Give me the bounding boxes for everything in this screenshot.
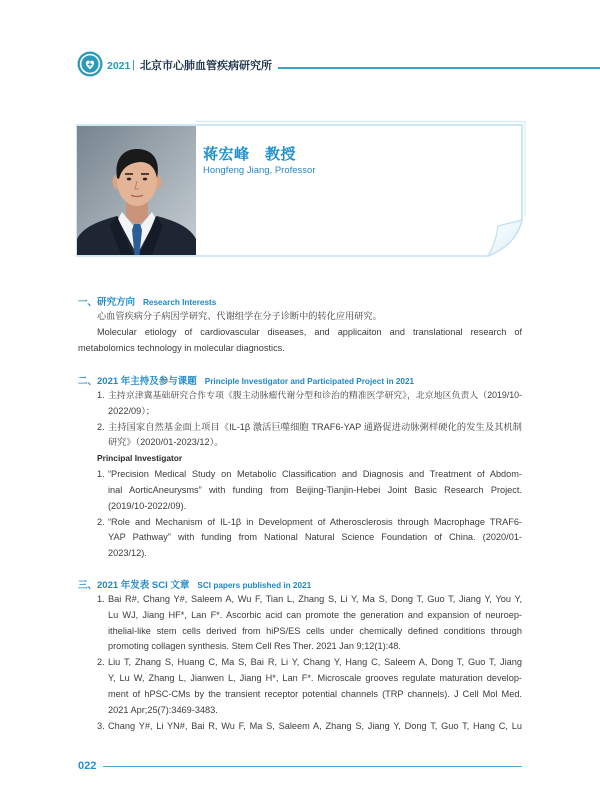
item-line: YAP Pathway” with funding from National Natural Science Foundation of China. (2020/01- [108,532,522,543]
institute-logo [77,51,103,77]
item-line: promoting collagen synthesis. Stem Cell Res Ther. 2021 Jan 9;12(1):48. [108,641,401,652]
section-heading-zh: 三、2021 年发表 SCI 文章 [78,580,190,591]
item-number: 1. [97,593,105,604]
footer-rule [103,766,522,767]
papers-heading [78,576,522,592]
research-interests-heading [78,293,522,309]
item-line: Lu WJ, Jiang HF*, Lan F*. Ascorbic acid can promote the generation and expansion of neuroep- [108,609,522,620]
research-interests-zh-text: 心血管疾病分子病因学研究、代谢组学在分子诊断中的转化应用研究。 [97,310,382,321]
research-interests-section [78,293,522,356]
project-item-zh-2 [78,420,522,452]
profile-name-zh: 蒋宏峰 教授 [203,146,297,163]
portrait-photo [77,126,196,255]
item-line: (2019/10-2022/09). [108,500,187,511]
item-line: 主持国家自然基金面上项目《IL-1β 激活巨噬细胞 TRAF6-YAP 通路促进动脉粥样硬化的发生及其机制 [108,421,522,432]
project-item-en-1 [78,467,522,515]
header-year: 2021 [107,60,131,72]
page-number: 022 [78,760,97,772]
section-heading-en: SCI papers published in 2021 [197,581,312,590]
section-heading-en: Principle Investigator and Participated Project in 2021 [204,377,415,386]
item-number: 2. [97,657,105,668]
section-heading-en: Research Interests [143,298,217,307]
item-line: “Role and Mechanism of IL-1β in Development of Atherosclerosis through Macrophage TRAF6- [108,516,522,527]
item-line: inal AorticAneurysms” with funding from Beijing-Tianjin-Hebei Joint Basic Research Project. [108,484,522,495]
project-item-zh-1 [78,388,522,420]
profile-name-en: Hongfeng Jiang, Professor [203,165,316,176]
item-number: 1. [97,469,105,480]
principal-investigator-subheading: Principal Investigator [97,453,183,464]
projects-section [78,372,522,562]
item-number: 3. [97,720,105,731]
project-item-en-2 [78,515,522,563]
header-separator: | [132,59,135,71]
item-number: 1. [97,389,105,400]
item-number: 2. [97,421,105,432]
item-number: 2. [97,516,105,527]
header-rule [278,67,600,69]
section-heading-zh: 一、研究方向 [78,297,136,308]
papers-section [78,576,522,734]
item-line: Liu T, Zhang S, Huang C, Ma S, Bai R, Li Y, Chang Y, Hang C, Saleem A, Dong T, Guo T, Jiang [108,657,522,668]
projects-heading [78,372,522,388]
paper-item-1 [78,592,522,655]
item-line: ithelial-like stem cells derived from hiPS/ES cells under chemically defined conditions through [108,625,522,636]
section-heading-zh: 二、2021 年主持及参与课题 [78,376,197,387]
item-line: 2022/09）； [108,405,155,416]
item-line: Y, Lu W, Zhang L, Jianwen L, Jiang H*, Lan F*. Microscale grooves regulate maturation develop- [108,673,522,684]
item-line: 2023/12). [108,548,147,559]
item-line: Bai R#, Chang Y#, Saleem A, Wu F, Tian L, Zhang S, Li Y, Ma S, Dong T, Guo T, Jiang Y, You Y, [108,593,522,604]
item-line: “Precision Medical Study on Metabolic Classification and Diagnosis and Treatment of Abdom- [108,469,522,480]
research-interests-en-line: metabolomics technology in molecular diagnostics. [78,342,285,353]
header-institute-name: 北京市心肺血管疾病研究所 [140,60,272,72]
paper-item-3 [78,719,522,735]
paper-item-2 [78,655,522,718]
item-line: 主持京津冀基础研究合作专项《腹主动脉瘤代谢分型和诊治的精准医学研究》，北京地区负责人（2019/10- [108,389,522,400]
item-line: Chang Y#, Li YN#, Bai R, Wu F, Ma S, Saleem A, Zhang S, Jiang Y, Dong T, Guo T, Hang C, Lu [108,720,522,731]
item-line: 2021 Apr;25(7):3469-3483. [108,704,218,715]
research-interests-en-line: Molecular etiology of cardiovascular diseases, and applicaiton and translational research of [97,326,522,337]
item-line: 研究》（2020/01-2023/12）。 [108,437,224,448]
item-line: ment of hPSC-CMs by the transient receptor potential channels (TRP channels). J Cell Mol Med. [108,688,522,699]
